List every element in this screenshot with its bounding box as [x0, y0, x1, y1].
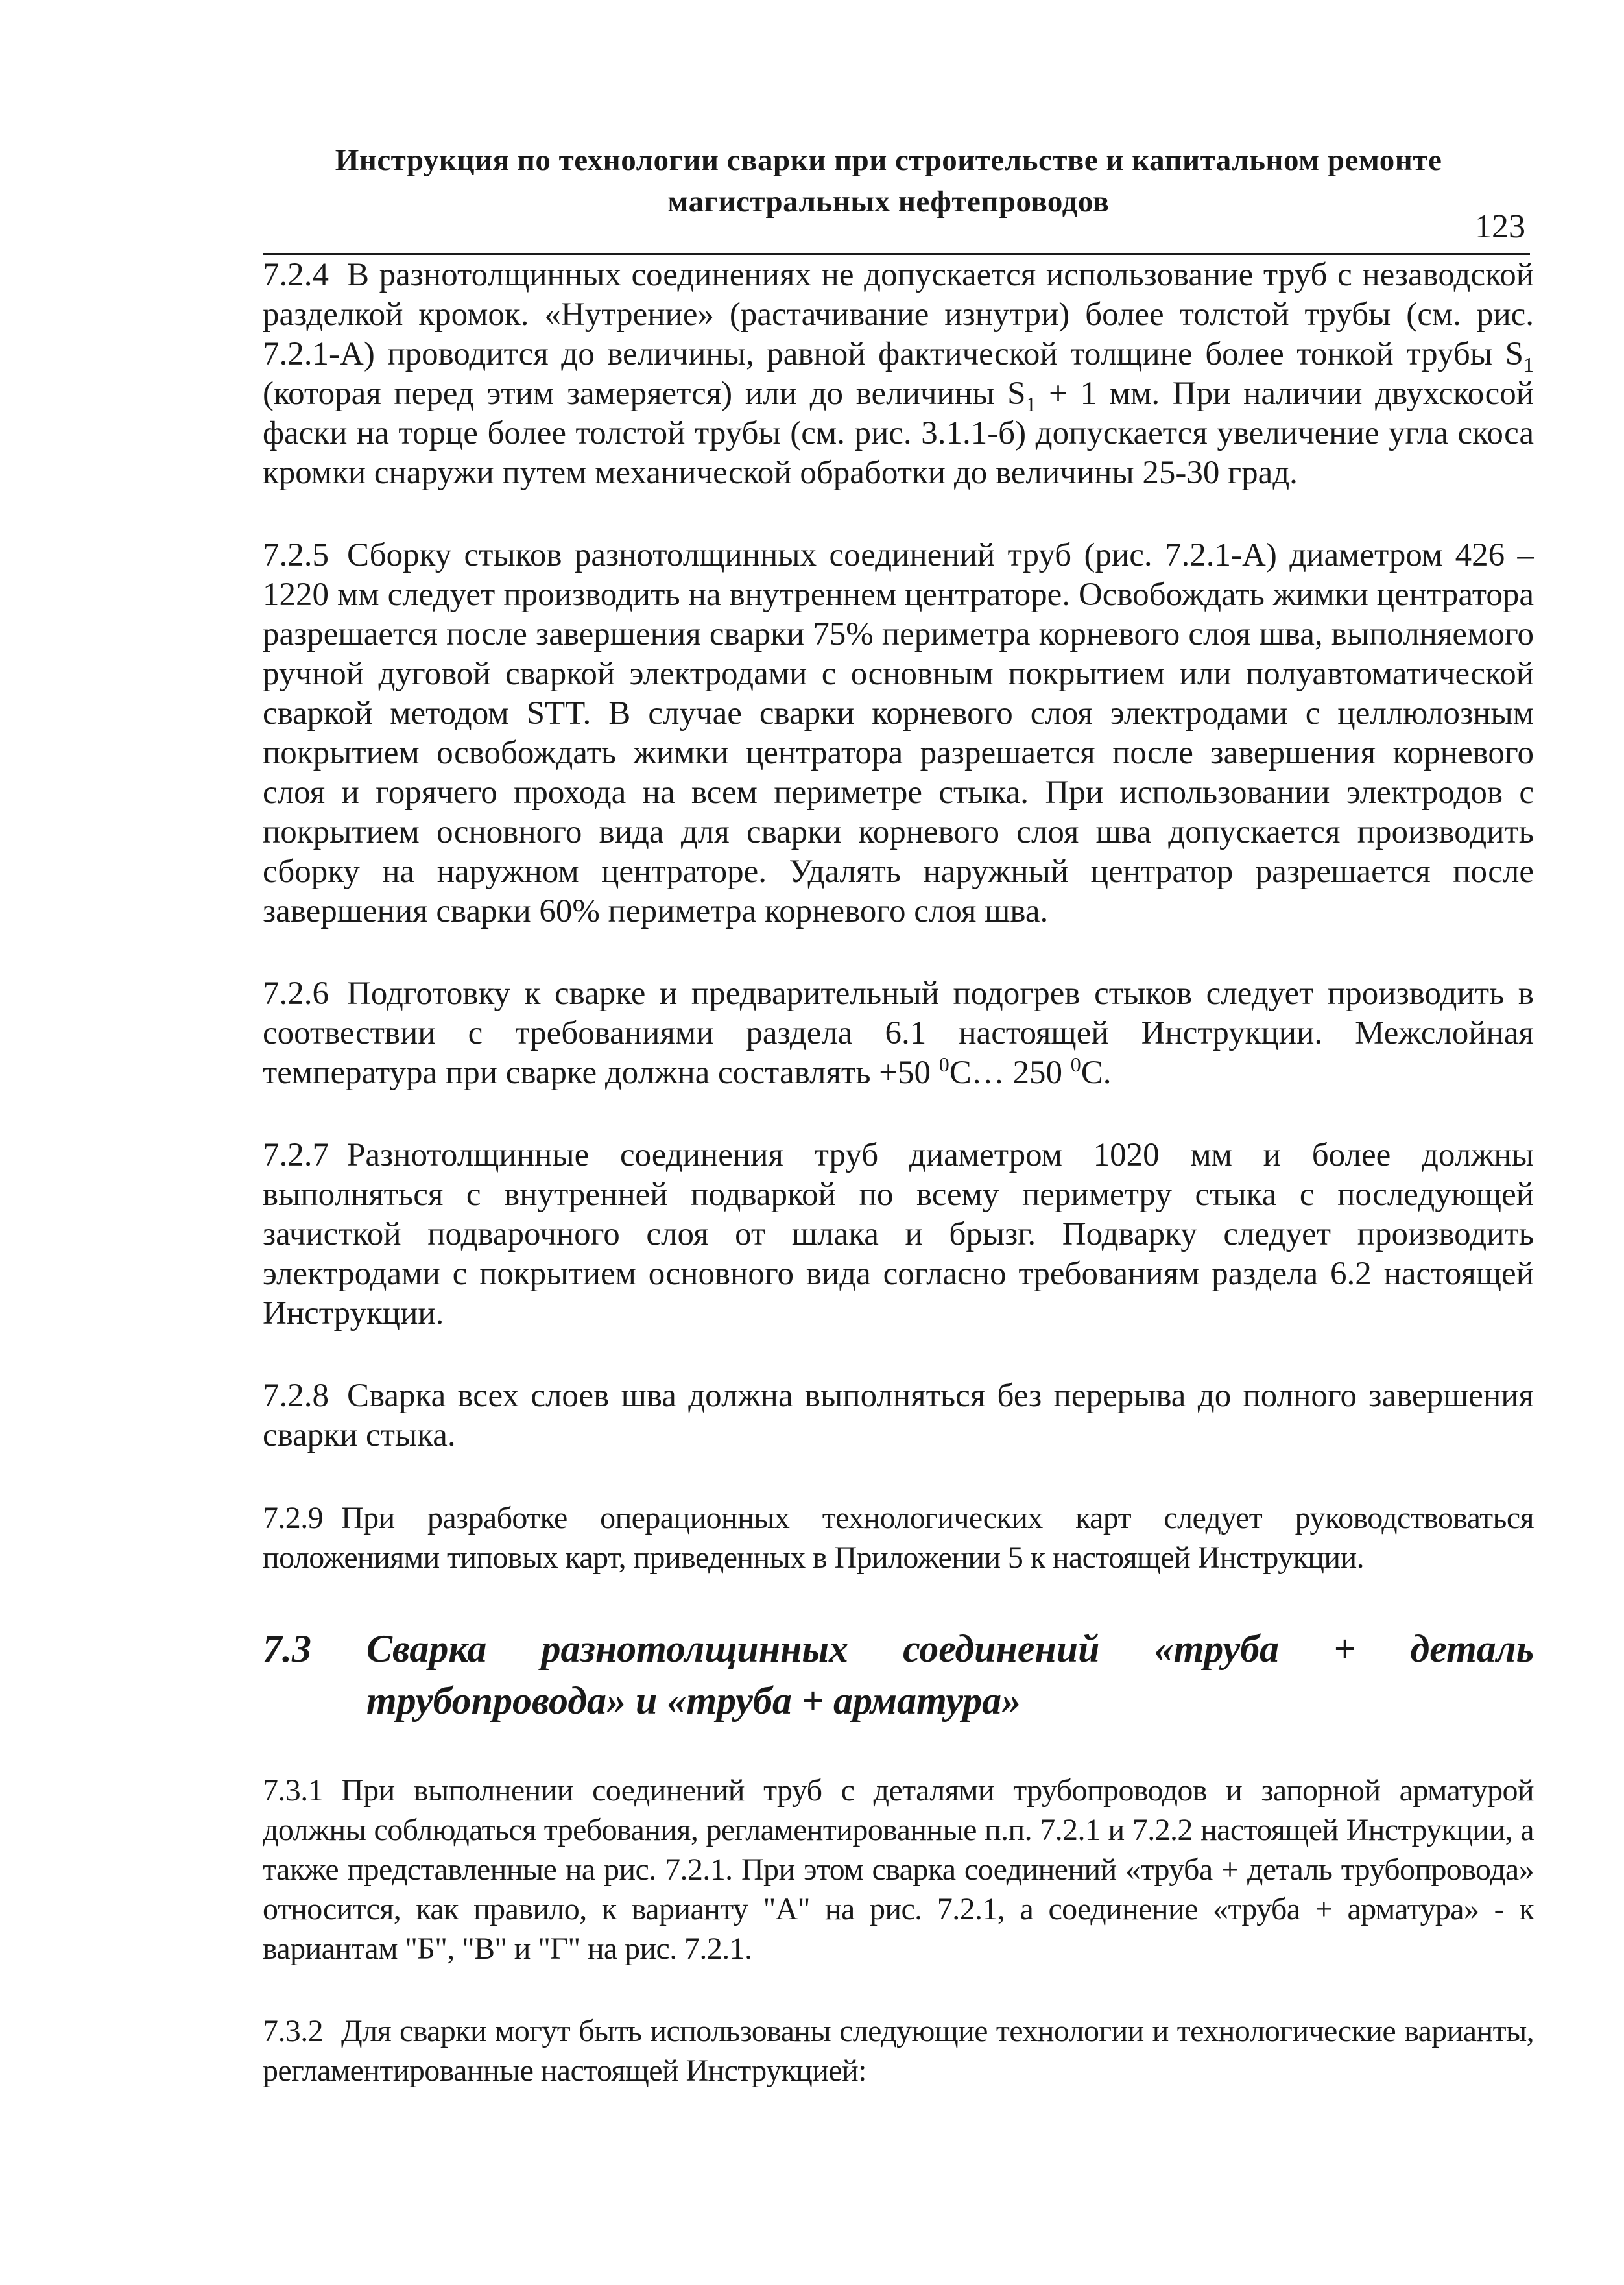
paragraph-number: 7.3.1 — [263, 1773, 324, 1808]
page-number: 123 — [1475, 208, 1525, 245]
paragraph-7-2-7 — [263, 1136, 1534, 1334]
paragraph-text: Подготовку к сварке и предварительный подогрев стыков следует производить в соотвествии с требованиями раздела 6.1 настоящей Инструкции. Межслойная температура при сварке должна составлять +50 — [263, 975, 1534, 1091]
paragraph-text: С… 250 — [949, 1055, 1071, 1091]
page-content — [263, 256, 1534, 2090]
paragraph-7-3-2 — [263, 2011, 1534, 2090]
header-title-line-2: магистральных нефтепроводов — [667, 185, 1110, 219]
paragraph-text: С. — [1081, 1055, 1112, 1091]
paragraph-7-2-9 — [263, 1498, 1534, 1577]
section-heading-7-3 — [263, 1623, 1534, 1727]
paragraph-text: В разнотолщинных соединениях не допускается использование труб с незаводской разделкой кромок. «Нутрение» (растачивание изнутри) более толстой трубы (см. рис. 7.2.1-А) проводится до величины, равной фактической толщине более тонкой трубы S — [263, 257, 1534, 372]
degree-superscript: 0 — [1070, 1053, 1081, 1076]
paragraph-text: Сборку стыков разнотолщинных соединений труб (рис. 7.2.1-А) диаметром 426 –1220 мм следует производить на внутреннем центраторе. Освобождать жимки центратора разрешается после завершения сварки 75% периметра корневого слоя шва, выполняемого ручной дуговой сваркой электродами с основным покрытием или полуавтоматической сваркой методом STT. В случае сварки корневого слоя электродами с целлюлозным покрытием освобождать жимки центратора разрешается после завершения корневого слоя и горячего прохода на всем периметре стыка. При использовании электродов с покрытием основного вида для сварки корневого слоя шва допускается производить сборку на наружном центраторе. Удалять наружный центратор разрешается после завершения сварки 60% периметра корневого слоя шва. — [263, 537, 1534, 929]
paragraph-number: 7.2.9 — [263, 1501, 324, 1535]
paragraph-number: 7.2.7 — [263, 1137, 329, 1173]
paragraph-text: + 1 мм. При наличии двухскосой фаски на торце более толстой трубы (см. рис. 3.1.1-б) допускается увеличение угла скоса кромки снаружи путем механической обработки до величины 25-30 град. — [263, 376, 1534, 491]
paragraph-number: 7.2.6 — [263, 975, 329, 1012]
paragraph-7-2-8 — [263, 1376, 1534, 1455]
header-title-line-1: Инструкция по технологии сварки при строительстве и капитальном ремонте — [335, 143, 1442, 177]
paragraph-text: Для сварки могут быть использованы следующие технологии и технологические варианты, регламентированные настоящей Инструкцией: — [263, 2014, 1534, 2088]
paragraph-text: (которая перед этим замеряется) или до величины S — [263, 376, 1026, 412]
paragraph-text: При разработке операционных технологических карт следует руководствоваться положениями типовых карт, приведенных в Приложении 5 к настоящей Инструкции. — [263, 1501, 1534, 1575]
paragraph-7-2-6 — [263, 974, 1534, 1093]
running-header — [272, 139, 1505, 222]
paragraph-number: 7.3.2 — [263, 2014, 324, 2048]
subscript: 1 — [1025, 392, 1036, 416]
paragraph-text: Разнотолщинные соединения труб диаметром 1020 мм и более должны выполняться с внутренней подваркой по всему периметру стыка с последующей зачисткой подварочного слоя от шлака и брызг. Подварку следует производить электродами с покрытием основного вида согласно требованиям раздела 6.2 настоящей Инструкции. — [263, 1137, 1534, 1332]
paragraph-text: Сварка всех слоев шва должна выполняться без перерыва до полного завершения сварки стыка. — [263, 1378, 1534, 1454]
subscript: 1 — [1523, 353, 1534, 377]
header-divider — [263, 253, 1530, 255]
paragraph-7-2-4 — [263, 256, 1534, 493]
paragraph-7-2-5 — [263, 536, 1534, 931]
degree-superscript: 0 — [938, 1053, 949, 1076]
paragraph-number: 7.2.4 — [263, 257, 329, 293]
paragraph-number: 7.2.8 — [263, 1378, 329, 1414]
section-number: 7.3 — [263, 1627, 311, 1670]
paragraph-number: 7.2.5 — [263, 537, 329, 573]
paragraph-7-3-1 — [263, 1771, 1534, 1968]
paragraph-text: При выполнении соединений труб с деталями трубопроводов и запорной арматурой должны соблюдаться требования, регламентированные п.п. 7.2.1 и 7.2.2 настоящей Инструкции, а также представленные на рис. 7.2.1. При этом сварка соединений «труба + деталь трубопровода» относится, как правило, к варианту "А" на рис. 7.2.1, а соединение «труба + арматура» - к вариантам "Б", "В" и "Г" на рис. 7.2.1. — [263, 1773, 1534, 1966]
section-title: Сварка разнотолщинных соединений «труба + деталь трубопровода» и «труба + арматура» — [366, 1627, 1534, 1722]
